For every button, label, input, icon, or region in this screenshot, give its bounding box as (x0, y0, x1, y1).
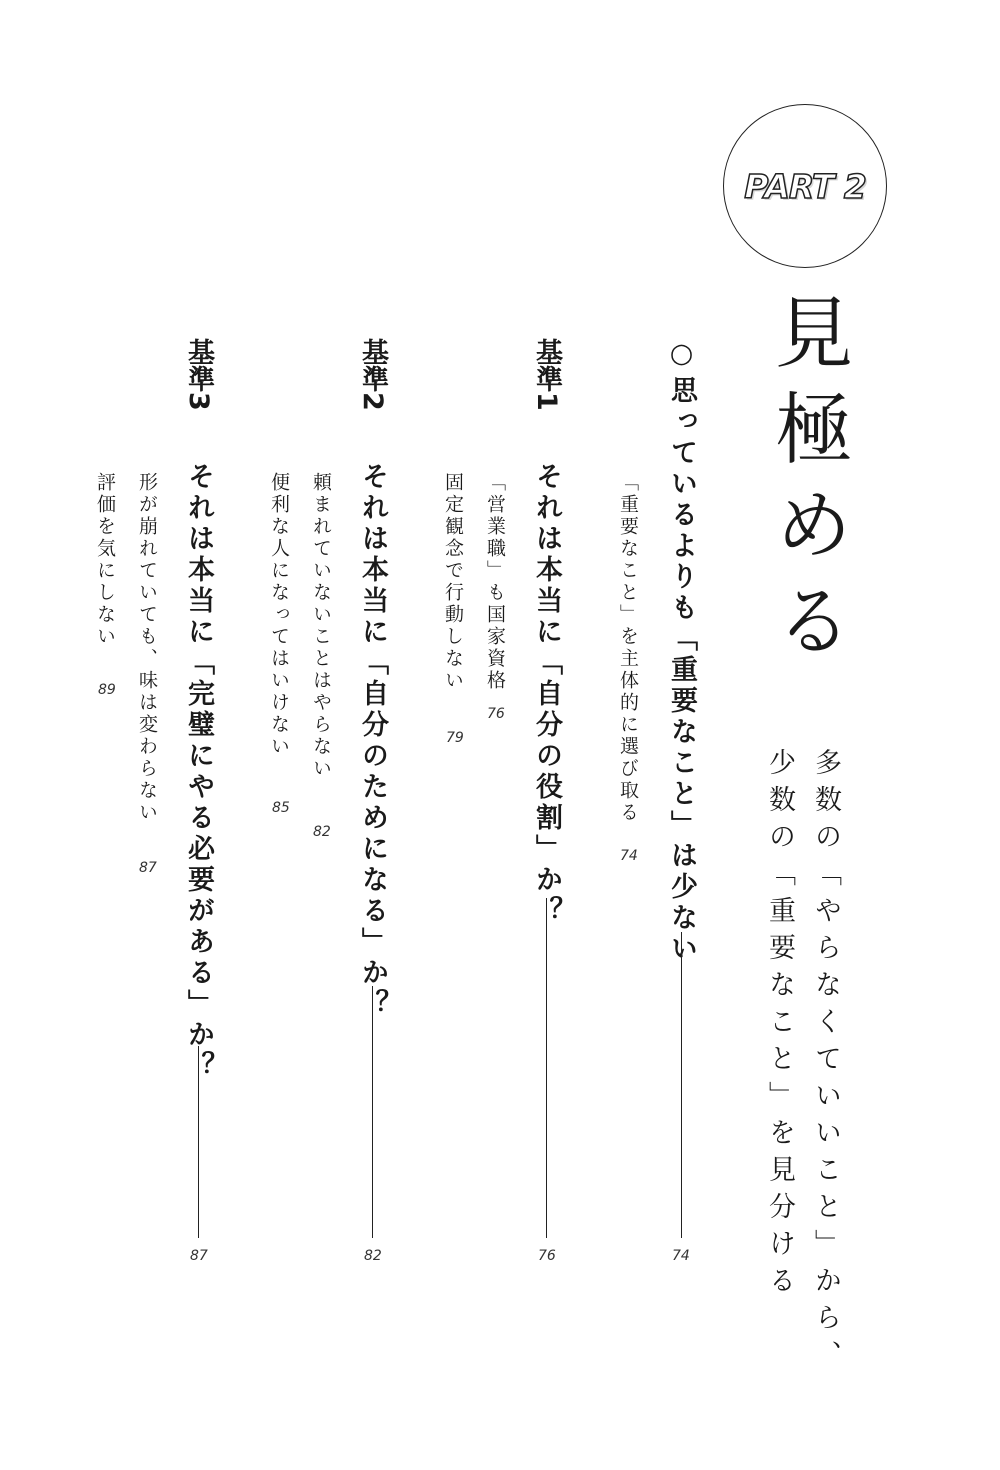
intro-heading[interactable]: 思っているよりも「重要なこと」は少ない (666, 376, 697, 965)
criterion-2-item-2-page: 85 (272, 800, 290, 816)
criterion-3-rule (198, 1046, 199, 1238)
criterion-2-page: 82 (364, 1248, 382, 1264)
criterion-2-heading[interactable]: それは本当に「自分のためになる」か？ (357, 462, 388, 1020)
criterion-3-item-2-page: 89 (98, 682, 116, 698)
chapter-subtitle-line-2: 少数の「重要なこと」を見分ける (764, 748, 795, 1303)
criterion-3-item-1[interactable]: 形が崩れていても、味は変わらない (136, 472, 158, 824)
criterion-1-item-2-page: 79 (446, 730, 464, 746)
criterion-3-page: 87 (190, 1248, 208, 1264)
criterion-3-item-2[interactable]: 評価を気にしない (94, 472, 116, 648)
criterion-1-rule (546, 898, 547, 1238)
criterion-2-item-1-page: 82 (313, 824, 331, 840)
criterion-3-item-1-page: 87 (139, 860, 157, 876)
criterion-1-item-2[interactable]: 固定観念で行動しない (442, 472, 464, 692)
criterion-1-item-1[interactable]: 「営業職」も国家資格 (484, 472, 506, 692)
criterion-2-item-2[interactable]: 便利な人になってはいけない (268, 472, 290, 758)
criterion-3-heading[interactable]: それは本当に「完璧にやる必要がある」か？ (183, 462, 214, 1082)
criterion-1-item-1-page: 76 (487, 706, 505, 722)
intro-item-page: 74 (620, 848, 638, 864)
criterion-2-label: 基準2 (357, 338, 388, 411)
part-label: PART 2 (744, 166, 866, 206)
criterion-1-heading[interactable]: それは本当に「自分の役割」か？ (531, 462, 562, 927)
part-circle (723, 104, 887, 268)
criterion-1-page: 76 (538, 1248, 556, 1264)
criterion-2-item-1[interactable]: 頼まれていないことはやらない (310, 472, 332, 780)
intro-item[interactable]: 「重要なこと」を主体的に選び取る (617, 472, 639, 824)
intro-marker: ○ (666, 338, 697, 373)
criterion-1-label: 基準1 (531, 338, 562, 411)
criterion-2-rule (372, 986, 373, 1238)
criterion-3-label: 基準3 (183, 338, 214, 411)
chapter-title: 見極める (762, 292, 852, 676)
chapter-subtitle-line-1: 多数の「やらなくていいこと」から、 (810, 748, 841, 1377)
intro-rule (681, 932, 682, 1238)
intro-page: 74 (672, 1248, 690, 1264)
